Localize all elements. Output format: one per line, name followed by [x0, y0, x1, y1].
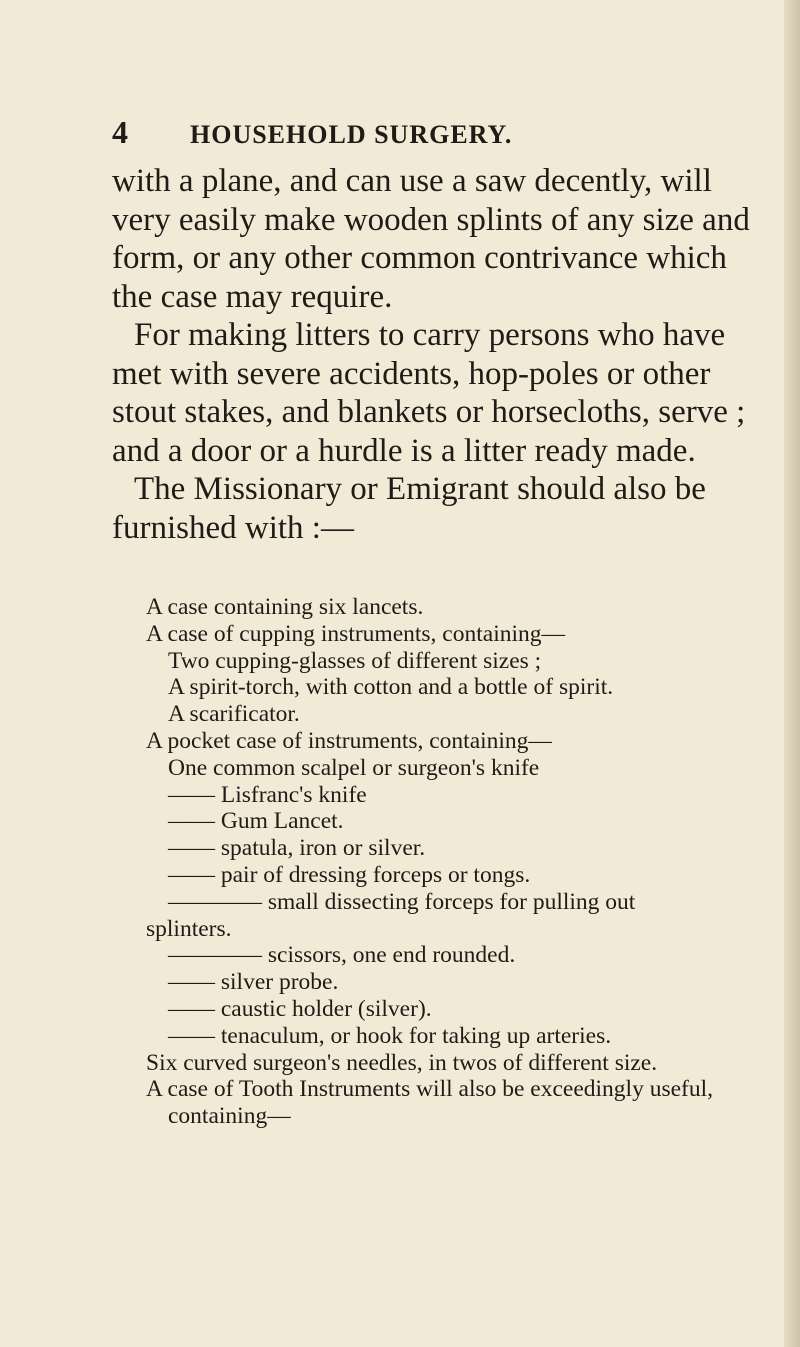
list-item: A pocket case of instruments, containing— — [146, 727, 552, 754]
list-item: —— Lisfranc's knife — [168, 781, 367, 808]
list-item: One common scalpel or surgeon's knife — [168, 754, 540, 781]
list-item: A case containing six lancets. — [146, 594, 424, 620]
instrument-list — [112, 594, 762, 1130]
list-item: Six curved surgeon's needles, in twos of different size. — [146, 1049, 658, 1076]
list-item: —— Gum Lancet. — [168, 808, 344, 835]
running-head — [112, 114, 732, 154]
list-item: —— silver probe. — [168, 969, 339, 996]
list-item: A spirit-torch, with cotton and a bottle of spirit. — [168, 674, 614, 701]
list-item: —— tenaculum, or hook for taking up arteries. — [168, 1022, 612, 1049]
list-item: —— pair of dressing forceps or tongs. — [168, 861, 531, 888]
list-item: A case of cupping instruments, containing— — [146, 620, 566, 647]
page-edge — [784, 0, 800, 1347]
page-number: 4 — [112, 114, 128, 150]
paragraph: with a plane, and can use a saw decently, will very easily make wooden splints of any size and form, or any other common contrivance which the case may require. — [112, 163, 750, 315]
list-item: A scarificator. — [168, 701, 300, 728]
running-title: HOUSEHOLD SURGERY. — [190, 120, 513, 149]
paragraph: For making litters to carry persons who have met with severe accidents, hop-poles or other stout stakes, and blankets or horsecloths, serve ; and a door or a hurdle is a litter ready made. — [112, 317, 746, 469]
list-item: Two cupping-glasses of different sizes ; — [168, 647, 542, 674]
list-item: —— caustic holder (silver). — [168, 995, 432, 1022]
list-item: splinters. — [146, 915, 232, 942]
body-text — [112, 162, 757, 547]
list-item: ———— small dissecting forceps for pulling out — [168, 888, 636, 915]
list-item: ———— scissors, one end rounded. — [168, 942, 516, 969]
paragraph: The Missionary or Emigrant should also be furnished with :— — [112, 471, 706, 546]
list-item: A case of Tooth Instruments will also be exceedingly useful, containing— — [146, 1076, 714, 1130]
list-item: —— spatula, iron or silver. — [168, 835, 426, 862]
